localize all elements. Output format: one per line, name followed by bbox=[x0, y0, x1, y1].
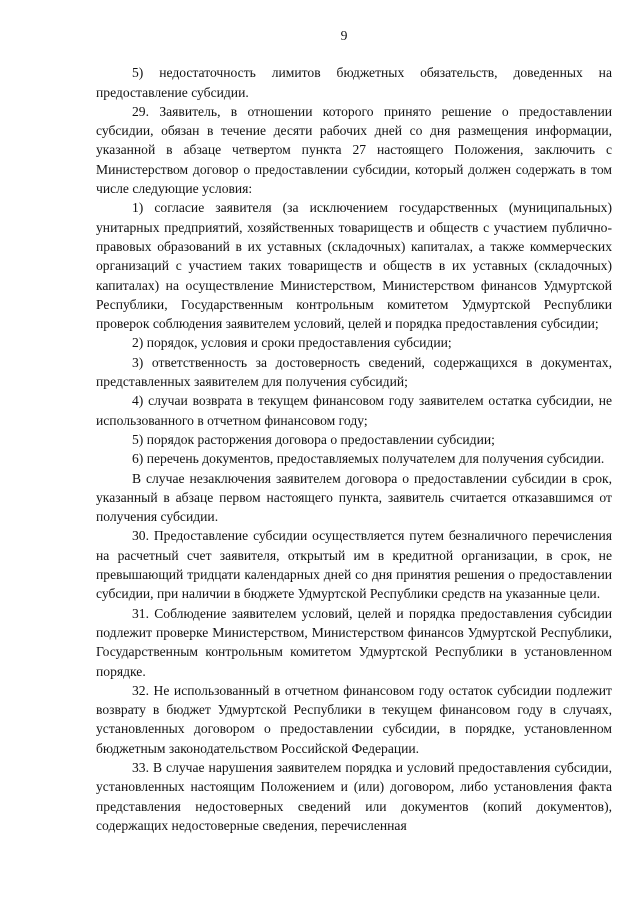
paragraph-condition-3-responsibility: 3) ответственность за достоверность сведений, содержащихся в документах, представленных заявителем для получения субсидий; bbox=[96, 354, 612, 390]
paragraph-condition-4-refund-cases: 4) случаи возврата в текущем финансовом году заявителем остатка субсидии, не использованного в отчетном финансовом году; bbox=[96, 393, 612, 428]
paragraph-item-5-insufficient-limits: 5) недостаточность лимитов бюджетных обязательств, доведенных на предоставление субсидии. bbox=[96, 65, 612, 100]
paragraph-non-conclusion: В случае незаключения заявителем договора о предоставлении субсидии в срок, указанный в абзаце первом настоящего пункта, заявитель считается отказавшимся от получения субсидии. bbox=[96, 470, 612, 525]
paragraph-clause-31: 31. Соблюдение заявителем условий, целей и порядка предоставления субсидии подлежит проверке Министерством, Министерством финансов Удмуртской Республики, Государственным контрольным комитетом Удмуртской Республики в установленном порядке. bbox=[96, 605, 612, 679]
paragraph-clause-30: 30. Предоставление субсидии осуществляется путем безналичного перечисления на расчетный счет заявителя, открытый им в кредитной организации, в срок, не превышающий тридцати календарных дней со дня принятия решения о предоставлении субсидии, при наличии в бюджете Удмуртской Республики средств на указанные цели. bbox=[96, 528, 612, 602]
paragraph-clause-32: 32. Не использованный в отчетном финансовом году остаток субсидии подлежит возврату в бюджет Удмуртской Республики в текущем финансовом году в случаях, установленных договором о предоставлении субсидии, в порядке, установленном бюджетным законодательством Российской Федерации. bbox=[96, 682, 612, 756]
paragraph-condition-2-terms: 2) порядок, условия и сроки предоставления субсидии; bbox=[132, 335, 452, 351]
paragraph-condition-6-documents: 6) перечень документов, предоставляемых получателем для получения субсидии. bbox=[132, 451, 605, 467]
paragraph-condition-5-termination: 5) порядок расторжения договора о предоставлении субсидии; bbox=[132, 431, 495, 447]
paragraph-condition-1-consent: 1) согласие заявителя (за исключением государственных (муниципальных) унитарных предприятий, хозяйственных товариществ и обществ с участием публично-правовых образований в их уставных (складочных) капиталах, а также коммерческих организаций с участием таких товариществ и обществ в их уставных (складочных) капиталах) на осуществление Министерством, Министерством финансов Удмуртской Республики, Государственным контрольным комитетом Удмуртской Республики проверок соблюдения заявителем условий, целей и порядка предоставления субсидии; bbox=[96, 200, 612, 332]
paragraph-clause-29: 29. Заявитель, в отношении которого принято решение о предоставлении субсидии, обязан в течение десяти рабочих дней со дня размещения информации, указанной в абзаце четвертом пункта 27 настоящего Положения, заключить с Министерством договор о предоставлении субсидии, который должен содержать в том числе следующие условия: bbox=[96, 103, 612, 197]
paragraph-clause-33: 33. В случае нарушения заявителем порядка и условий предоставления субсидии, установленных настоящим Положением и (или) договором, либо установления факта представления недостоверных сведений или документов (копий документов), содержащих недостоверные сведения, перечисленная bbox=[96, 759, 612, 833]
page-number: 9 bbox=[340, 28, 348, 43]
